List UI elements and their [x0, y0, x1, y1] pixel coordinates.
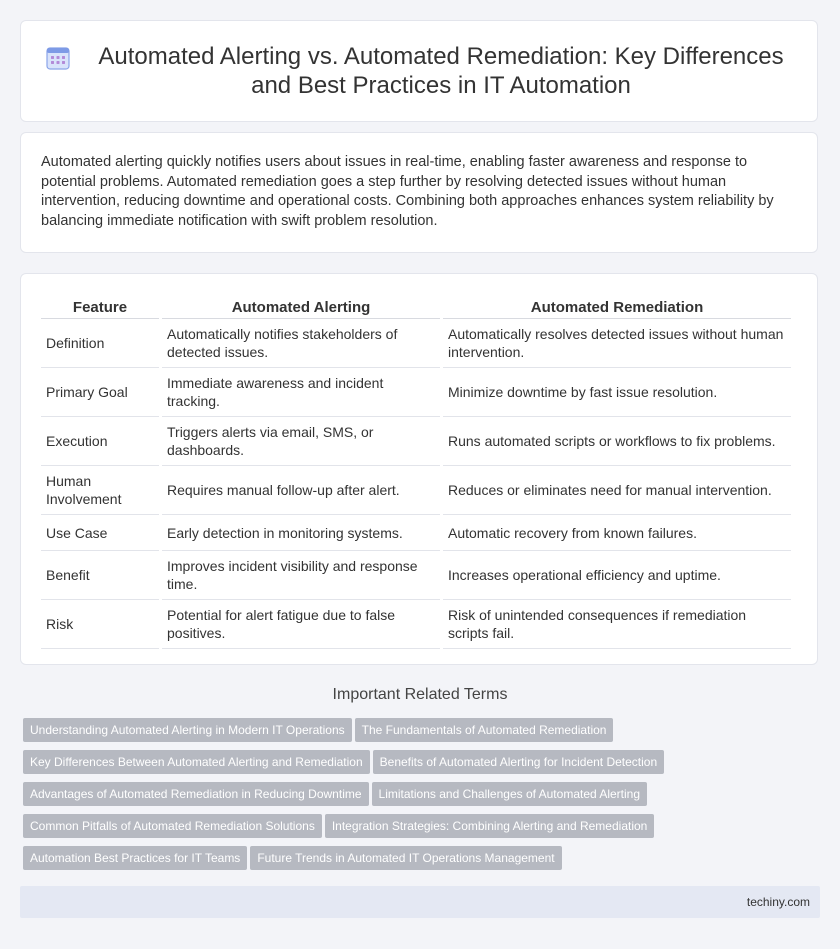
remediation-cell: Automatically resolves detected issues without human intervention. [443, 319, 791, 368]
remediation-cell: Minimize downtime by fast issue resolution. [443, 368, 791, 417]
footer-site-name[interactable]: techiny.com [746, 895, 810, 909]
header-automated-alerting: Automated Alerting [162, 296, 440, 319]
alerting-cell: Immediate awareness and incident tracking. [162, 368, 440, 417]
table-row [41, 515, 791, 551]
alerting-cell: Requires manual follow-up after alert. [162, 466, 440, 515]
related-term-tag[interactable]: Automation Best Practices for IT Teams [23, 846, 247, 870]
comparison-card [20, 273, 818, 665]
remediation-cell: Runs automated scripts or workflows to fix problems. [443, 417, 791, 466]
feature-cell: Definition [41, 319, 159, 368]
related-term-tag[interactable]: The Fundamentals of Automated Remediation [355, 718, 614, 742]
alerting-cell: Automatically notifies stakeholders of detected issues. [162, 319, 440, 368]
intro-paragraph: Automated alerting quickly notifies users about issues in real-time, enabling faster awareness and response to potential problems. Automated remediation goes a step further by resolving detected issues without human intervention, reducing downtime and operational costs. Combining both approaches enhances system reliability by balancing immediate notification with swift problem resolution. [41, 154, 774, 229]
header-feature: Feature [41, 296, 159, 319]
remediation-cell: Reduces or eliminates need for manual intervention. [443, 466, 791, 515]
feature-cell: Execution [41, 417, 159, 466]
related-term-tag[interactable]: Advantages of Automated Remediation in Reducing Downtime [23, 782, 369, 806]
remediation-cell: Automatic recovery from known failures. [443, 515, 791, 551]
calendar-grid-icon [45, 45, 71, 71]
remediation-cell: Increases operational efficiency and uptime. [443, 551, 791, 600]
alerting-cell: Early detection in monitoring systems. [162, 515, 440, 551]
related-terms-heading: Important Related Terms [332, 686, 508, 703]
table-row [41, 417, 791, 466]
table-row [41, 319, 791, 368]
related-term-tag[interactable]: Limitations and Challenges of Automated Alerting [372, 782, 648, 806]
feature-cell: Use Case [41, 515, 159, 551]
page-title: Automated Alerting vs. Automated Remediation: Key Differences and Best Practices in IT Automation [98, 43, 784, 99]
table-row [41, 551, 791, 600]
table-row [41, 466, 791, 515]
related-term-tag[interactable]: Key Differences Between Automated Alerting and Remediation [23, 750, 370, 774]
alerting-cell: Triggers alerts via email, SMS, or dashboards. [162, 417, 440, 466]
header-automated-remediation: Automated Remediation [443, 296, 791, 319]
alerting-cell: Improves incident visibility and response time. [162, 551, 440, 600]
feature-cell: Primary Goal [41, 368, 159, 417]
intro-card [20, 132, 818, 253]
related-term-tag[interactable]: Benefits of Automated Alerting for Incident Detection [373, 750, 665, 774]
table-header-row [41, 296, 791, 319]
footer-bar [20, 886, 820, 918]
feature-cell: Human Involvement [41, 466, 159, 515]
alerting-cell: Potential for alert fatigue due to false positives. [162, 600, 440, 649]
related-terms-list [23, 718, 823, 878]
related-term-tag[interactable]: Common Pitfalls of Automated Remediation Solutions [23, 814, 322, 838]
table-row [41, 600, 791, 649]
comparison-table [38, 296, 794, 649]
remediation-cell: Risk of unintended consequences if remediation scripts fail. [443, 600, 791, 649]
title-card [20, 20, 818, 122]
feature-cell: Risk [41, 600, 159, 649]
related-term-tag[interactable]: Understanding Automated Alerting in Modern IT Operations [23, 718, 352, 742]
related-term-tag[interactable]: Integration Strategies: Combining Alerting and Remediation [325, 814, 655, 838]
table-row [41, 368, 791, 417]
feature-cell: Benefit [41, 551, 159, 600]
related-term-tag[interactable]: Future Trends in Automated IT Operations Management [250, 846, 561, 870]
